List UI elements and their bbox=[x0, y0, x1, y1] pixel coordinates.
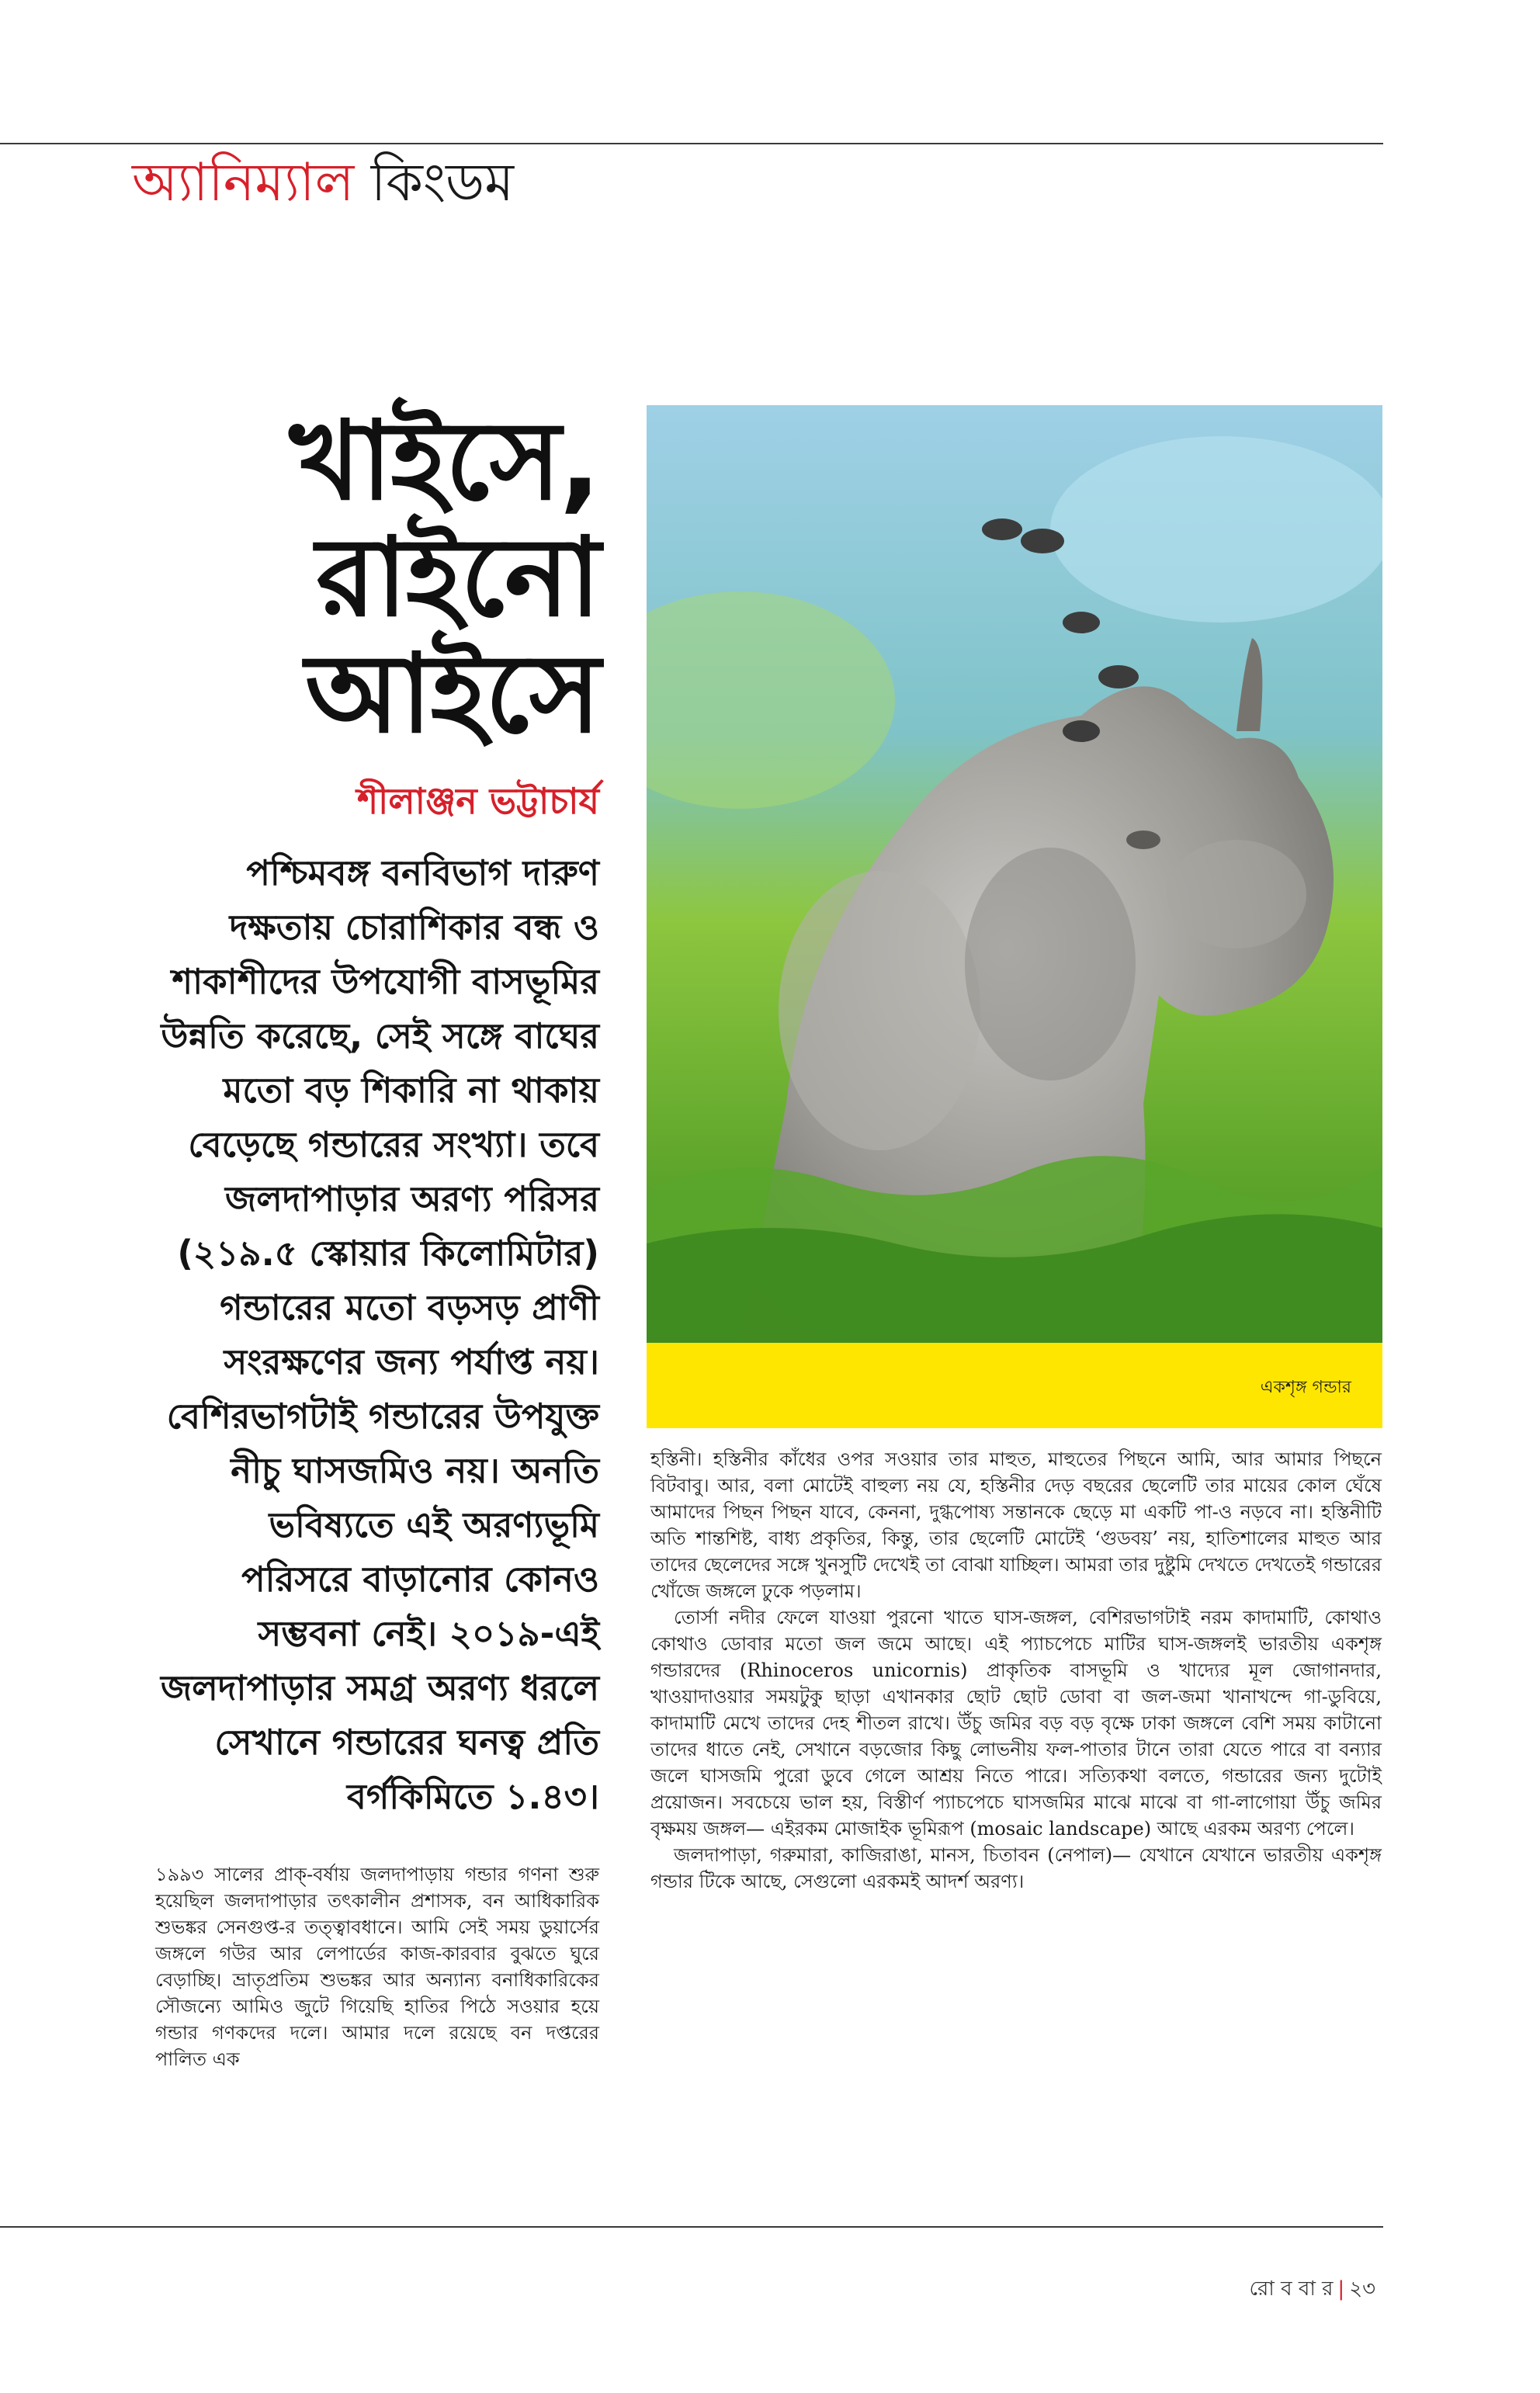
intro-line: সেখানে গন্ডারের ঘনত্ব প্রতি bbox=[214, 1722, 599, 1763]
intro-line: গন্ডারের মতো বড়সড় প্রাণী bbox=[220, 1287, 599, 1328]
intro-line: জলদাপাড়ার অরণ্য পরিসর bbox=[225, 1178, 599, 1219]
page-folio bbox=[1249, 2273, 1375, 2307]
publication-name: রো ব বা র bbox=[1249, 2277, 1334, 2301]
body-paragraph: হস্তিনী। হস্তিনীর কাঁধের ওপর সওয়ার তার মাহুত, মাহুতের পিছনে আমি, আর আমার পিছনে বিটবাবু। আর, বলা মোটেই বাহুল্য নয় যে, হস্তিনীর দেড় বছরের ছেলেটি তার মায়ের কোল ঘেঁষে আমাদের পিছন পিছন যাবে, কেননা, দুগ্ধপোষ্য সন্তানকে ছেড়ে মা একটি পা-ও নড়বে না। হস্তিনীটি অতি শান্তশিষ্ট, বাধ্য প্রকৃতির, কিন্তু, তার ছেলেটি মোটেই ‘গুডবয়’ নয়, হাতিশালের মাহুত আর তাদের ছেলেদের সঙ্গে খুনসুটি দেখেই তা বোঝা যাচ্ছিল। আমরা তার দুষ্টুমি দেখতে দেখতেই গন্ডারের খোঁজে জঙ্গলে ঢুকে পড়লাম। bbox=[650, 1448, 1382, 1602]
intro-line: উন্নতি করেছে, সেই সঙ্গে বাঘের bbox=[161, 1015, 599, 1056]
intro-line: বেশিরভাগটাই গন্ডারের উপযুক্ত bbox=[166, 1396, 599, 1437]
rhino-photo bbox=[647, 405, 1382, 1343]
intro-line: মতো বড় শিকারি না থাকায় bbox=[223, 1070, 599, 1111]
headline bbox=[289, 398, 599, 758]
intro-line: শাকাশীদের উপযোগী বাসভূমির bbox=[172, 961, 599, 1002]
headline-line-2: রাইনো bbox=[316, 514, 599, 641]
intro-line: ভবিষ্যতে এই অরণ্যভূমি bbox=[269, 1504, 599, 1545]
body-paragraph: তোর্সা নদীর ফেলে যাওয়া পুরনো খাতে ঘাস-জঙ্গল, বেশিরভাগটাই নরম কাদামাটি, কোথাও কোথাও ডোবার মতো জল জমে আছে। এই প্যাচপেচে মাটির ঘাস-জঙ্গলই ভারতীয় একশৃঙ্গ গন্ডারদের (Rhinoceros unicornis) প্রাকৃতিক বাসভূমি ও খাদ্যের মূল জোগানদার, খাওয়াদাওয়ার সময়টুকু ছাড়া এখানকার ছোট ছোট ডোবা বা জল-জমা খানাখন্দে গা-ডুবিয়ে, কাদামাটি মেখে তাদের দেহ শীতল রাখে। উঁচু জমির বড় বড় বৃক্ষে ঢাকা জঙ্গলে বেশি সময় কাটানো তাদের ধাতে নেই, সেখানে বড়জোর কিছু লোভনীয় ফল-পাতার টানে তারা যেতে পারে বা বন্যার জলে ঘাসজমি পুরো ডুবে গেলে আশ্রয় নিতে পারে। সত্যিকথা বলতে, গন্ডারের জন্য দুটোই প্রয়োজন। সবচেয়ে ভাল হয়, বিস্তীর্ণ প্যাচপেচে ঘাসজমির মাঝে মাঝে বা গা-লাগোয়া উঁচু জমির বৃক্ষময় জঙ্গল— এইরকম মোজাইক ভূমিরূপ (mosaic landscape) আছে এরকম অরণ্য পেলে। bbox=[650, 1607, 1382, 1840]
intro-line: পশ্চিমবঙ্গ বনবিভাগ দারুণ bbox=[246, 852, 599, 893]
folio-separator: | bbox=[1337, 2277, 1345, 2301]
intro-line: বেড়েছে গন্ডারের সংখ্যা। তবে bbox=[188, 1124, 599, 1165]
section-word-animal: অ্যানিম্যাল bbox=[132, 152, 355, 213]
intro-line: বর্গকিমিতে ১.৪৩। bbox=[346, 1776, 599, 1817]
top-rule bbox=[0, 143, 1383, 144]
body-paragraph: ১৯৯৩ সালের প্রাক্-বর্ষায় জলদাপাড়ায় গন্ডার গণনা শুরু হয়েছিল জলদাপাড়ার তৎকালীন প্রশাসক, বন আধিকারিক শুভঙ্কর সেনগুপ্ত-র তত্ত্বাবধানে। আমি সেই সময় ডুয়ার্সের জঙ্গলে গউর আর লেপার্ডের কাজ-কারবার বুঝতে ঘুরে বেড়াচ্ছি। ভ্রাতৃপ্রতিম শুভঙ্কর আর অন্যান্য বনাধিকারিকের সৌজন্যে আমিও জুটে গিয়েছি হাতির পিঠে সওয়ার হয়ে গন্ডার গণকদের দলে। আমার দলে রয়েছে বন দপ্তরের পালিত এক bbox=[155, 1864, 599, 2070]
section-word-kingdom: কিংডম bbox=[370, 152, 514, 213]
intro-line: (২১৯.৫ স্কোয়ার কিলোমিটার) bbox=[177, 1233, 599, 1274]
photo-caption: একশৃঙ্গ গন্ডার bbox=[1260, 1378, 1351, 1397]
section-heading bbox=[132, 151, 514, 215]
body-column-left bbox=[155, 1861, 599, 2072]
intro-standfirst bbox=[116, 846, 599, 1824]
intro-line: সংরক্ষণের জন্য পর্যাপ্ত নয়। bbox=[224, 1341, 599, 1382]
photo-caption-bar bbox=[647, 1343, 1382, 1428]
intro-line: পরিসরে বাড়ানোর কোনও bbox=[241, 1559, 599, 1600]
byline: শীলাঞ্জন ভট্টাচার্য bbox=[356, 780, 599, 822]
page-number: ২৩ bbox=[1349, 2277, 1375, 2301]
intro-paragraph bbox=[116, 846, 599, 1824]
body-column-right bbox=[650, 1446, 1382, 1895]
body-paragraph: জলদাপাড়া, গরুমারা, কাজিরাঙা, মানস, চিতাবন (নেপাল)— যেখানে যেখানে ভারতীয় একশৃঙ্গ গন্ডার টিকে আছে, সেগুলো এরকমই আদর্শ অরণ্য। bbox=[650, 1844, 1382, 1892]
bottom-rule bbox=[0, 2226, 1383, 2228]
intro-line: দক্ষতায় চোরাশিকার বন্ধ ও bbox=[229, 907, 599, 948]
intro-line: সম্ভবনা নেই। ২০১৯-এই bbox=[258, 1613, 599, 1654]
headline-line-3: আইসে bbox=[305, 630, 599, 758]
intro-line: নীচু ঘাসজমিও নয়। অনতি bbox=[231, 1450, 599, 1491]
headline-line-1: খাইসে, bbox=[289, 398, 599, 525]
intro-line: জলদাপাড়ার সমগ্র অরণ্য ধরলে bbox=[161, 1667, 599, 1708]
